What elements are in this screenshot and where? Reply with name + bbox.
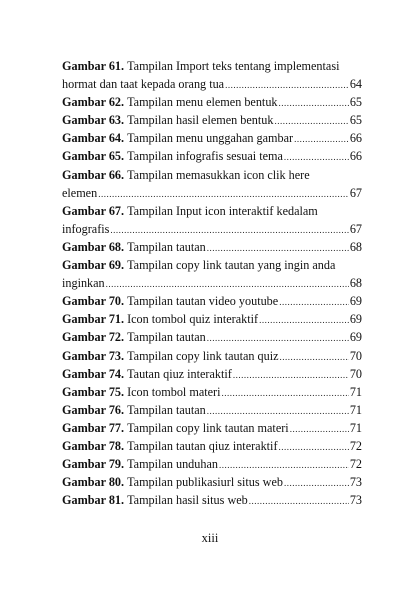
page-number: 68 [349,276,362,291]
page-number: 66 [349,131,362,146]
figure-title: Tampilan menu elemen bentuk [127,95,278,110]
toc-entry-line [62,383,362,401]
figure-label: Gambar 78. [62,438,125,453]
toc-entry[interactable] [62,310,362,328]
toc-entry-line [62,93,362,111]
page-number: 69 [349,330,362,345]
toc-entry-line [62,365,362,383]
toc-entry-line [62,75,362,93]
page-number: 73 [349,475,362,490]
toc-entry[interactable] [62,328,362,346]
dot-leader [294,130,349,148]
toc-entry[interactable] [62,147,362,165]
page-number: 71 [349,384,362,399]
figure-title: Tampilan tautan video youtube [127,294,279,309]
toc-entry[interactable] [62,347,362,365]
toc-entry[interactable] [62,129,362,147]
figure-title: Tampilan memasukkan icon clik here [127,167,310,182]
toc-entry[interactable] [62,57,362,93]
toc-entry-line [62,455,362,473]
toc-entry[interactable] [62,111,362,129]
figure-label: Gambar 80. [62,475,125,490]
figure-title-continued: elemen [62,185,98,200]
figure-label: Gambar 64. [62,131,125,146]
toc-entry-line [62,57,362,75]
page-number: 67 [349,185,362,200]
toc-entry-line [62,347,362,365]
page-number: 64 [349,77,362,92]
page-number: 73 [349,493,362,508]
figure-label: Gambar 72. [62,330,125,345]
figure-label: Gambar 66. [62,167,125,182]
dot-leader [225,76,349,94]
toc-entry[interactable] [62,202,362,238]
figure-title: Tampilan hasil situs web [127,493,248,508]
dot-leader [280,348,349,366]
toc-entry[interactable] [62,93,362,111]
figure-title-continued: infografis [62,221,110,236]
figure-label: Gambar 73. [62,348,125,363]
page-number: 69 [349,312,362,327]
page-number: 71 [349,402,362,417]
dot-leader [279,94,349,112]
toc-entry-line [62,328,362,346]
figure-title: Tampilan unduhan [127,457,218,472]
toc-entry[interactable] [62,256,362,292]
figure-label: Gambar 79. [62,457,125,472]
page-number: 66 [349,149,362,164]
toc-entry-line [62,111,362,129]
toc-entry[interactable] [62,455,362,473]
dot-leader [207,239,349,257]
list-of-figures [62,57,362,509]
page-number: 71 [349,420,362,435]
page-number: 72 [349,438,362,453]
figure-label: Gambar 69. [62,258,125,273]
page-number: 72 [349,457,362,472]
toc-entry[interactable] [62,419,362,437]
toc-entry-line [62,238,362,256]
figure-label: Gambar 75. [62,384,125,399]
figure-title: Tampilan copy link tautan materi [127,420,289,435]
toc-entry-line [62,256,362,274]
toc-entry[interactable] [62,166,362,202]
figure-label: Gambar 65. [62,149,125,164]
dot-leader [207,329,349,347]
toc-entry[interactable] [62,437,362,455]
toc-entry-line [62,491,362,509]
figure-label: Gambar 77. [62,420,125,435]
toc-entry-line [62,202,362,220]
figure-title: Tampilan tautan [127,402,206,417]
toc-entry-line [62,419,362,437]
dot-leader [249,492,349,510]
figure-label: Gambar 71. [62,312,125,327]
figure-label: Gambar 68. [62,239,125,254]
dot-leader [233,366,349,384]
toc-entry-line [62,184,362,202]
page-number: 70 [349,348,362,363]
figure-title: Icon tombol materi [127,384,221,399]
figure-label: Gambar 76. [62,402,125,417]
toc-entry-line [62,310,362,328]
dot-leader [279,438,349,456]
figure-title: Tampilan tautan qiuz interaktif [127,438,278,453]
page-number: 68 [349,239,362,254]
figure-title: Tampilan hasil elemen bentuk [127,113,274,128]
figure-title: Tampilan tautan [127,239,206,254]
toc-entry-line [62,220,362,238]
dot-leader [290,420,349,438]
dot-leader [98,185,349,203]
figure-label: Gambar 74. [62,366,125,381]
figure-title: Tampilan tautan [127,330,206,345]
dot-leader [284,148,349,166]
toc-entry-line [62,166,362,184]
page-number: 65 [349,113,362,128]
page-number: 70 [349,366,362,381]
dot-leader [222,384,349,402]
figure-label: Gambar 67. [62,203,125,218]
figure-title-continued: hormat dan taat kepada orang tua [62,77,225,92]
dot-leader [219,456,349,474]
toc-entry[interactable] [62,292,362,310]
figure-title: Tampilan publikasiurl situs web [127,475,283,490]
figure-label: Gambar 81. [62,493,125,508]
figure-title-continued: inginkan [62,276,105,291]
figure-label: Gambar 63. [62,113,125,128]
toc-entry[interactable] [62,473,362,491]
toc-entry[interactable] [62,401,362,419]
figure-title: Tampilan Import teks tentang implementasi [127,59,340,73]
dot-leader [207,402,349,420]
figure-title: Tampilan infografis sesuai tema [127,149,283,164]
page-number: 65 [349,95,362,110]
dot-leader [284,474,349,492]
toc-entry[interactable] [62,491,362,509]
toc-entry-line [62,292,362,310]
toc-entry-line [62,129,362,147]
figure-label: Gambar 62. [62,95,125,110]
toc-entry[interactable] [62,383,362,401]
dot-leader [110,221,348,239]
figure-title: Tampilan menu unggahan gambar [127,131,294,146]
figure-title: Tampilan Input icon interaktif kedalam [127,203,318,218]
toc-entry-line [62,274,362,292]
dot-leader [274,112,348,130]
dot-leader [279,293,349,311]
toc-entry-line [62,147,362,165]
page-number: 67 [349,221,362,236]
toc-entry[interactable] [62,238,362,256]
toc-entry-line [62,437,362,455]
page-number: 69 [349,294,362,309]
dot-leader [259,311,349,329]
dot-leader [106,275,349,293]
page-folio: xiii [201,531,219,545]
toc-entry-line [62,401,362,419]
figure-title: Tautan qiuz interaktif [127,366,232,381]
figure-title: Tampilan copy link tautan quiz [127,348,279,363]
figure-title: Tampilan copy link tautan yang ingin anda [127,258,336,273]
figure-label: Gambar 70. [62,294,125,309]
toc-entry[interactable] [62,365,362,383]
toc-entry-line [62,473,362,491]
figure-label: Gambar 61. [62,59,125,73]
figure-title: Icon tombol quiz interaktif [127,312,259,327]
